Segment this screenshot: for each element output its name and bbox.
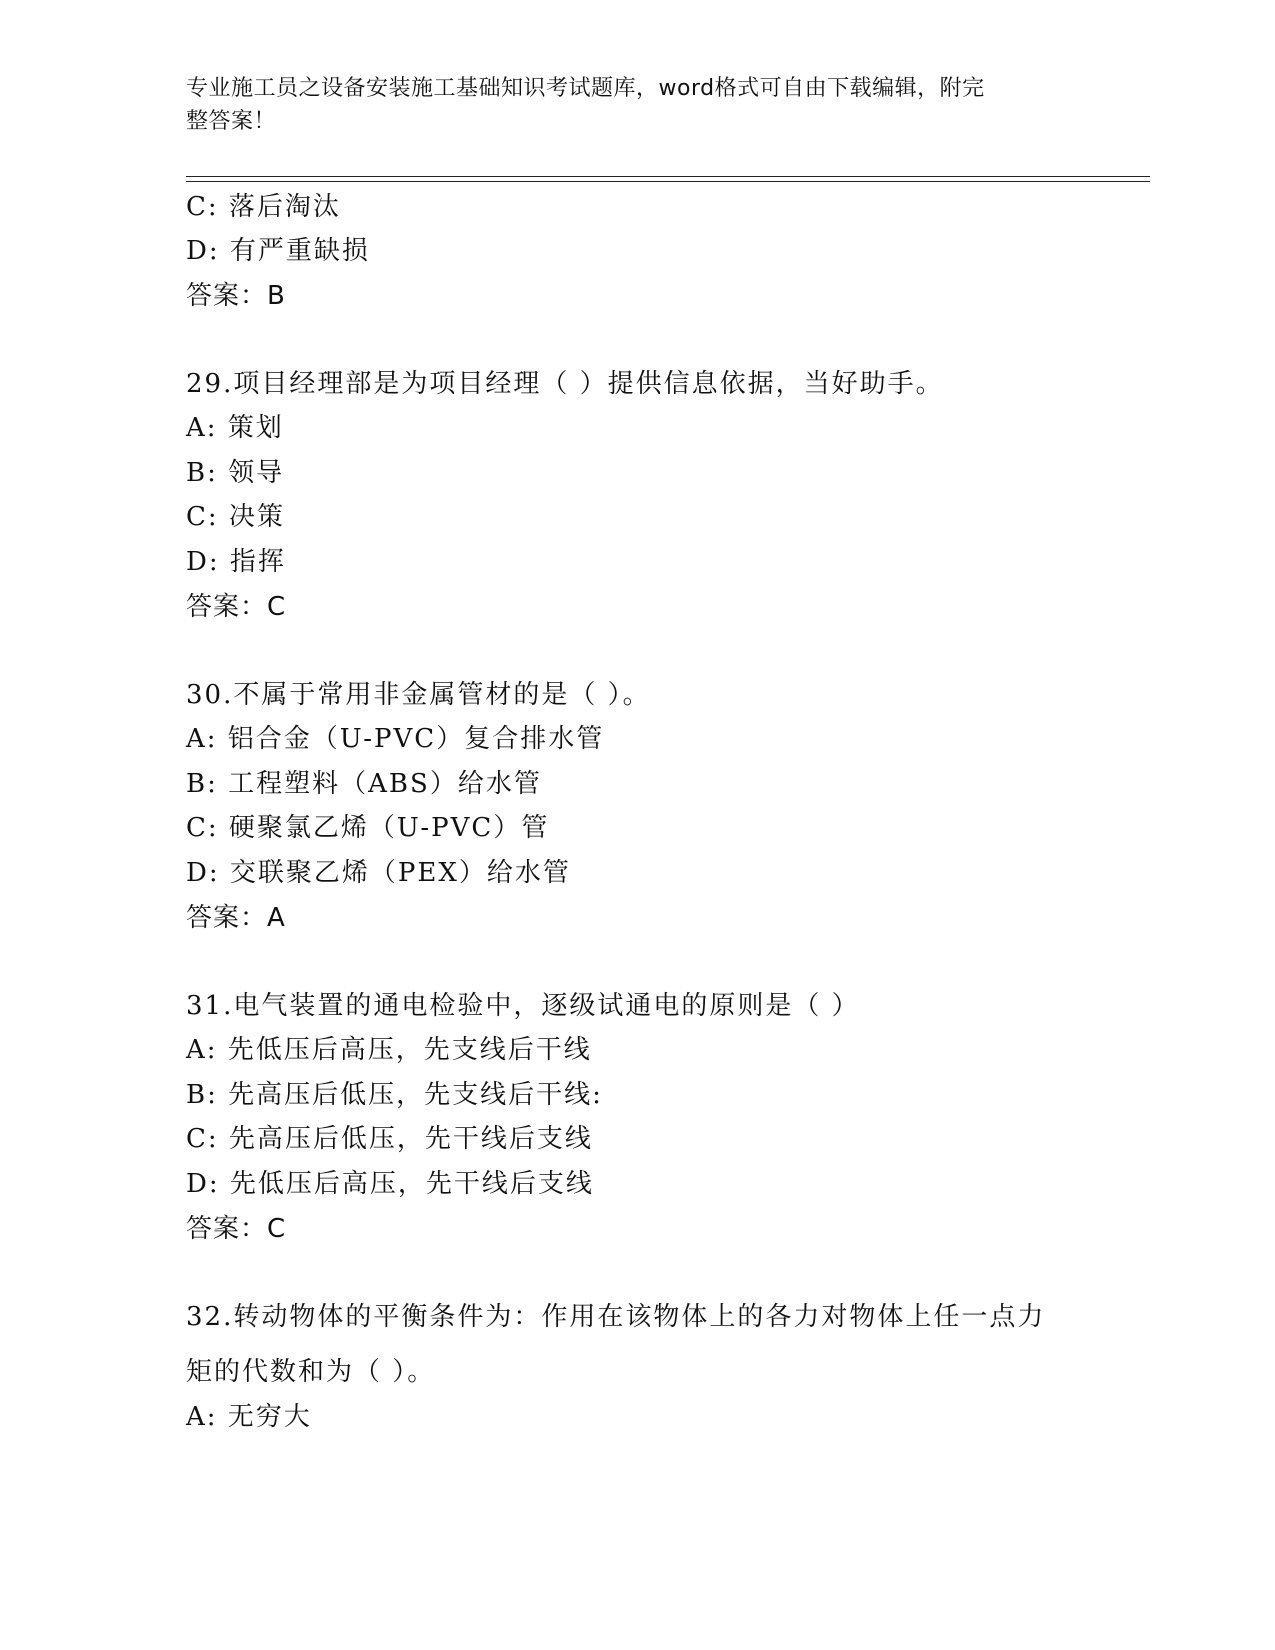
answer-line: 答案：C	[186, 1214, 287, 1244]
question-line: 矩的代数和为（ ）。	[186, 1357, 436, 1387]
option-line: C: 硬聚氯乙烯（U-PVC）管	[186, 813, 550, 843]
option-line: D: 有严重缺损	[186, 236, 370, 266]
option-line: C: 落后淘汰	[186, 192, 341, 222]
header-line-1: 专业施工员之设备安装施工基础知识考试题库，word格式可自由下载编辑，附完	[186, 76, 985, 101]
option-line: C: 先高压后低压，先干线后支线	[186, 1124, 593, 1154]
question-line: 31.电气装置的通电检验中，逐级试通电的原则是（ ）	[186, 991, 860, 1021]
question-line: 32.转动物体的平衡条件为：作用在该物体上的各力对物体上任一点力	[186, 1302, 1046, 1332]
option-line: C: 决策	[186, 502, 285, 532]
option-line: A: 铝合金（U-PVC）复合排水管	[186, 724, 605, 754]
answer-line: 答案：B	[186, 281, 286, 311]
page-header	[186, 72, 1086, 138]
header-line-2: 整答案！	[186, 109, 277, 134]
option-line: A: 先低压后高压，先支线后干线	[186, 1035, 592, 1065]
answer-line: 答案：C	[186, 592, 287, 622]
option-line: A: 无穷大	[186, 1402, 312, 1432]
header-divider-top	[186, 176, 1150, 177]
header-divider-bottom	[186, 181, 1150, 182]
option-line: D: 指挥	[186, 547, 286, 577]
question-line: 30.不属于常用非金属管材的是（ ）。	[186, 680, 651, 710]
option-line: B: 领导	[186, 458, 285, 488]
option-line: D: 先低压后高压，先干线后支线	[186, 1169, 594, 1199]
option-line: D: 交联聚乙烯（PEX）给水管	[186, 858, 571, 888]
question-line: 29.项目经理部是为项目经理（ ）提供信息依据，当好助手。	[186, 369, 944, 399]
option-line: B: 工程塑料（ABS）给水管	[186, 769, 542, 799]
option-line: B: 先高压后低压，先支线后干线:	[186, 1080, 603, 1110]
answer-line: 答案：A	[186, 903, 286, 933]
option-line: A: 策划	[186, 413, 284, 443]
